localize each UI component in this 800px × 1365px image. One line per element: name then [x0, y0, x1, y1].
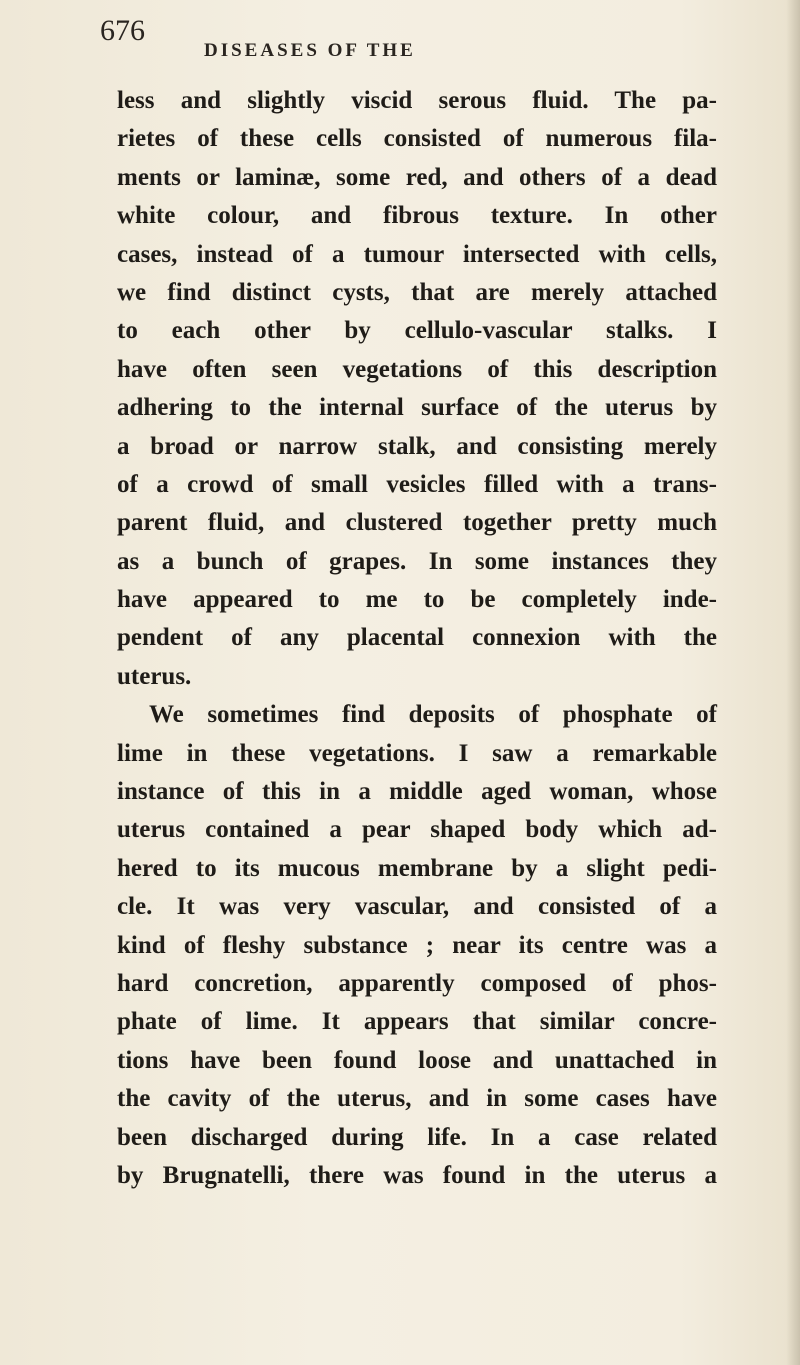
text-line: a broad or narrow stalk, and consisting merely: [117, 432, 717, 460]
text-line: lime in these vegetations. I saw a remarkable: [117, 739, 717, 767]
page-edge-shadow: [786, 0, 800, 1365]
text-line: less and slightly viscid serous fluid. The pa-: [117, 87, 717, 114]
text-line: have often seen vegetations of this description: [117, 355, 717, 383]
text-line: tions have been found loose and unattached in: [117, 1046, 717, 1074]
text-line: rietes of these cells consisted of numerous fila-: [117, 125, 717, 153]
text-line: pendent of any placental connexion with the: [117, 624, 717, 652]
text-line: the cavity of the uterus, and in some cases have: [117, 1085, 717, 1113]
text-line: as a bunch of grapes. In some instances they: [117, 547, 717, 575]
text-line: uterus.: [117, 662, 192, 690]
running-head: DISEASES OF THE: [204, 40, 416, 61]
text-line: hered to its mucous membrane by a slight pedi-: [117, 854, 717, 882]
text-line: of a crowd of small vesicles filled with a trans-: [117, 470, 717, 498]
text-line: ments or laminæ, some red, and others of a dead: [117, 163, 717, 191]
page-number: 676: [100, 14, 145, 47]
text-line: by Brugnatelli, there was found in the uterus a: [117, 1161, 717, 1189]
text-line: kind of fleshy substance ; near its centre was a: [117, 931, 717, 959]
text-line: hard concretion, apparently composed of phos-: [117, 969, 717, 997]
text-line: have appeared to me to be completely inde-: [117, 586, 717, 614]
text-line: parent fluid, and clustered together pretty much: [117, 509, 717, 537]
text-line: instance of this in a middle aged woman, whose: [117, 778, 717, 806]
text-line: cle. It was very vascular, and consisted of a: [117, 893, 717, 921]
text-line: white colour, and fibrous texture. In other: [117, 202, 717, 230]
body-text: [117, 82, 717, 1195]
text-line: We sometimes find deposits of phosphate of: [149, 701, 717, 729]
text-line: we find distinct cysts, that are merely attached: [117, 278, 717, 306]
text-line: phate of lime. It appears that similar concre-: [117, 1008, 717, 1036]
text-line: uterus contained a pear shaped body which ad-: [117, 816, 717, 844]
text-line: been discharged during life. In a case related: [117, 1123, 717, 1151]
text-line: cases, instead of a tumour intersected with cells,: [117, 240, 717, 268]
text-line: adhering to the internal surface of the uterus by: [117, 394, 717, 422]
text-line: to each other by cellulo-vascular stalks. I: [117, 317, 717, 345]
